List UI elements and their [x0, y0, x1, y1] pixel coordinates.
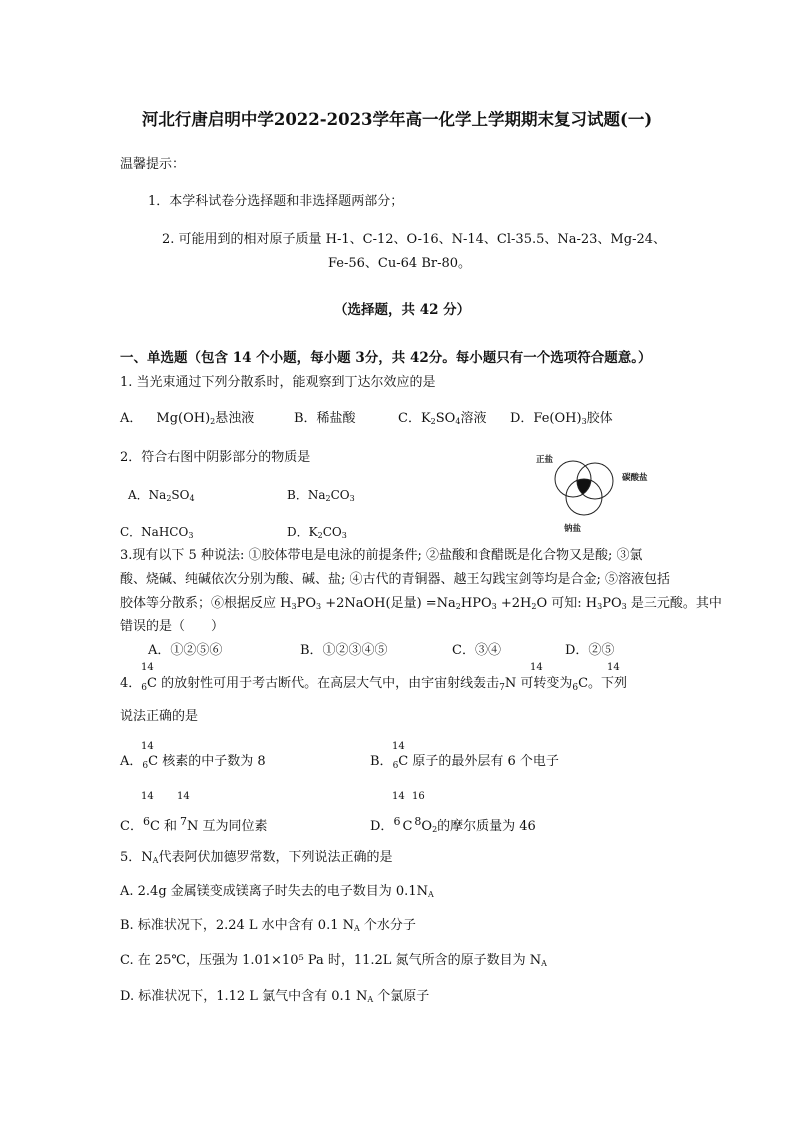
q3-option-c: C．③④: [452, 643, 501, 658]
venn-label-normal-salt: 正盐: [536, 455, 554, 465]
q4-mass-number-c2: 14: [607, 662, 620, 673]
document-title: 河北行唐启明中学2022-2023学年高一化学上学期期末复习试题(一): [141, 110, 653, 129]
q3-line-4: 错误的是（ ）: [120, 619, 225, 634]
venn-label-sodium-salt: 钠盐: [564, 524, 582, 534]
q3-option-b: B．①②③④⑤: [300, 643, 388, 658]
q1-stem: 1. 当光束通过下列分散系时，能观察到丁达尔效应的是: [120, 375, 436, 390]
q4-line-1: 4．$_6$C 的放射性可用于考古断代。在高层大气中，由宇宙射线轰击$_7$N 可转变为$_6$C。下列: [120, 676, 628, 693]
q2-stem: 2．符合右图中阴影部分的物质是: [120, 450, 311, 465]
venn-label-carbonate: 碳酸盐: [622, 473, 648, 483]
q4-c-mass-c: 14: [141, 791, 154, 802]
q1-option-a: A． $Mg(OH)_2$悬浊液: [120, 411, 255, 426]
q4-a-mass: 14: [141, 741, 154, 752]
q3-line-3: 胶体等分散系；⑥根据反应 $H_3PO_3$ +2NaOH(足量) $=Na_2HPO_3 +2H_2O$ 可知: $H_3PO_3$ 是三元酸。其中: [120, 596, 722, 611]
q4-mass-number-c: 14: [141, 662, 154, 673]
q1-option-d: D．$Fe(OH)_3$胶体: [510, 411, 613, 426]
q3-option-d: D．②⑤: [565, 643, 615, 658]
tips-heading: 温馨提示：: [120, 157, 186, 172]
q4-option-a: A．$_6$C 核素的中子数为 8: [120, 754, 266, 771]
q2-option-c: C．NaHCO$_3$: [120, 525, 194, 540]
tip-item-2-line-1: 2. 可能用到的相对原子质量 H-1、C-12、O-16、N-14、Cl-35.5、Na-23、Mg-24、: [162, 232, 666, 247]
q4-mass-number-n: 14: [530, 662, 543, 673]
q2-option-b: B．$Na_2CO_3$: [287, 488, 355, 503]
q5-option-d: D. 标准状况下，1.12 L 氯气中含有 0.1 $N_A$ 个氯原子: [120, 989, 430, 1004]
section-title: （选择题，共 42 分）: [334, 302, 471, 318]
q5-stem: 5．$N_A$代表阿伏加德罗常数，下列说法正确的是: [120, 850, 393, 865]
q2-option-a: A．$Na_2SO_4$: [128, 488, 195, 503]
q5-option-a: A. 2.4g 金属镁变成镁离子时失去的电子数目为 $0.1N_A$: [120, 884, 434, 899]
q4-option-d: D．$^6$ C $^8O_2$的摩尔质量为 46: [370, 815, 536, 834]
tip-item-1: 1．本学科试卷分选择题和非选择题两部分；: [148, 194, 404, 209]
tip-item-2-line-2: Fe-56、Cu-64 Br-80。: [328, 256, 472, 271]
venn-diagram: [528, 452, 658, 536]
q4-c-mass-n: 14: [177, 791, 190, 802]
q3-line-2: 酸、烧碱、纯碱依次分别为酸、碱、盐; ④古代的青铜器、越王勾践宝剑等均是合金; ⑤溶液包括: [120, 572, 671, 587]
q4-d-mass-o: 16: [412, 791, 425, 802]
q3-line-1: 3.现有以下 5 种说法: ①胶体带电是电泳的前提条件; ②盐酸和食醋既是化合物又是酸; ③氯: [120, 548, 643, 563]
q4-b-mass: 14: [392, 741, 405, 752]
q4-option-b: B．$_6$C 原子的最外层有 6 个电子: [370, 754, 559, 771]
q4-line-2: 说法正确的是: [120, 709, 199, 724]
q4-option-c: C．$^6$C 和 $^7$N 互为同位素: [120, 815, 268, 834]
q4-d-mass-c: 14: [392, 791, 405, 802]
q3-option-a: A．①②⑤⑥: [148, 643, 223, 658]
q2-option-d: D．$K_2CO_3$: [287, 525, 347, 540]
part1-heading: 一、单选题（包含 14 个小题，每小题 3分，共 42分。每小题只有一个选项符合题意。）: [120, 350, 652, 366]
q5-option-b: B. 标准状况下，2.24 L 水中含有 0.1 $N_A$ 个水分子: [120, 918, 416, 933]
q5-option-c: C. 在 25℃，压强为 1.01×10⁵ Pa 时，11.2L 氮气所含的原子数目为 $N_A$: [120, 953, 547, 968]
q1-option-c: C．$K_2SO_4$溶液: [398, 411, 487, 426]
q1-option-b: B．稀盐酸: [294, 411, 356, 426]
